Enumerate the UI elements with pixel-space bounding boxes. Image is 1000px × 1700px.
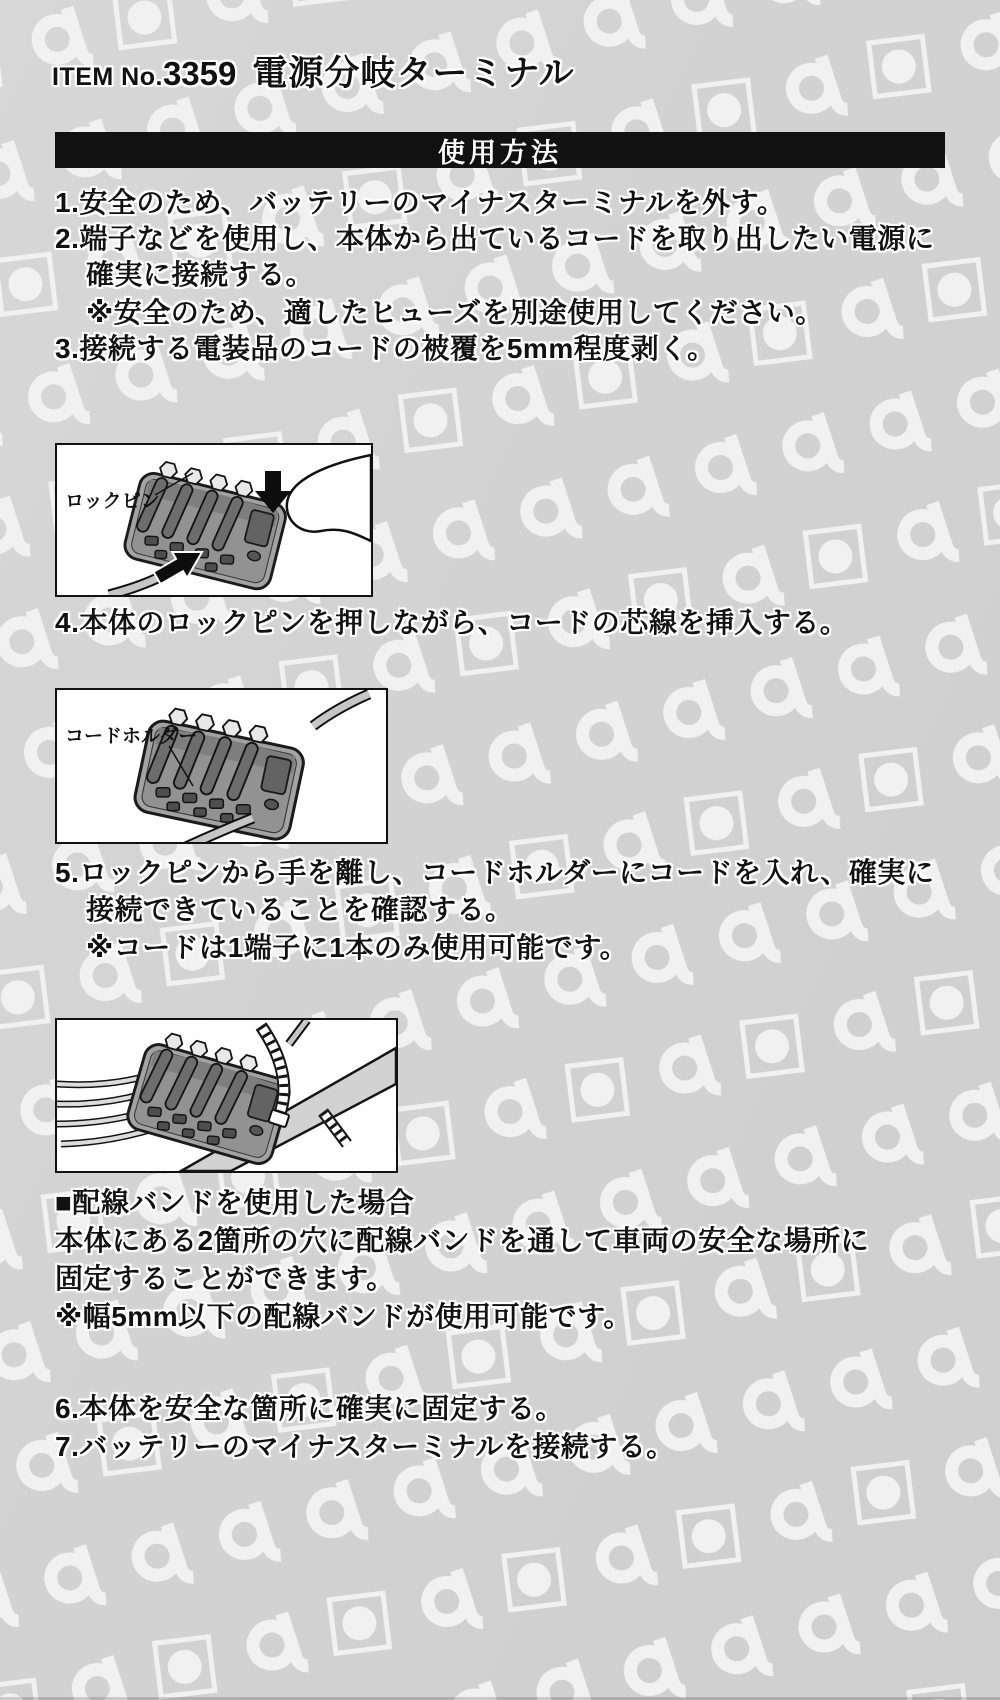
instruction-step-4: 4.本体のロックピンを押しながら、コードの芯線を挿入する。 <box>55 607 849 638</box>
band-section-note: ※幅5mm以下の配線バンドが使用可能です。 <box>55 1301 632 1332</box>
band-section-line1: 本体にある2箇所の穴に配線バンドを通して車両の安全な場所に <box>55 1225 870 1256</box>
band-section-line2: 固定することができます。 <box>55 1263 395 1294</box>
wiring-band-illustration <box>57 1020 396 1171</box>
terminal-device <box>132 704 309 842</box>
section-header-label: 使用方法 <box>438 137 562 168</box>
instruction-step-7: 7.バッテリーのマイナスターミナルを接続する。 <box>55 1431 675 1462</box>
instruction-step-2-note: ※安全のため、適したヒューズを別途使用してください。 <box>86 297 824 328</box>
figure-lock-pin <box>55 443 373 597</box>
instruction-step-2-line1: 2.端子などを使用し、本体から出ているコードを取り出したい電源に <box>55 223 935 254</box>
finger-graphic <box>287 455 371 541</box>
band-section-heading: ■配線バンドを使用した場合 <box>55 1187 415 1218</box>
lock-pin-label: ロックピン <box>65 491 160 512</box>
item-number: 3359 <box>162 55 237 92</box>
section-header-bar <box>55 132 945 168</box>
figure-cord-holder <box>55 688 388 844</box>
cord-holder-illustration <box>57 690 386 842</box>
instruction-step-2-line2: 確実に接続する。 <box>86 259 315 290</box>
instruction-step-5-line2: 接続できていることを確認する。 <box>86 894 514 925</box>
page-title <box>52 46 575 96</box>
product-name: 電源分岐ターミナル <box>252 54 575 93</box>
instruction-step-1: 1.安全のため、バッテリーのマイナスターミナルを外す。 <box>55 187 786 218</box>
instruction-step-3: 3.接続する電装品のコードの被覆を5mm程度剥く。 <box>55 333 716 364</box>
cord-holder-label: コードホルダー <box>65 726 198 747</box>
instruction-step-5-line1: 5.ロックピンから手を離し、コードホルダーにコードを入れ、確実に <box>55 857 935 888</box>
item-label: ITEM No. <box>52 63 163 91</box>
lock-pin-illustration <box>57 445 371 595</box>
instruction-step-5-note: ※コードは1端子に1本のみ使用可能です。 <box>86 932 629 963</box>
instruction-step-6: 6.本体を安全な箇所に確実に固定する。 <box>55 1393 564 1424</box>
figure-wiring-band <box>55 1018 398 1173</box>
